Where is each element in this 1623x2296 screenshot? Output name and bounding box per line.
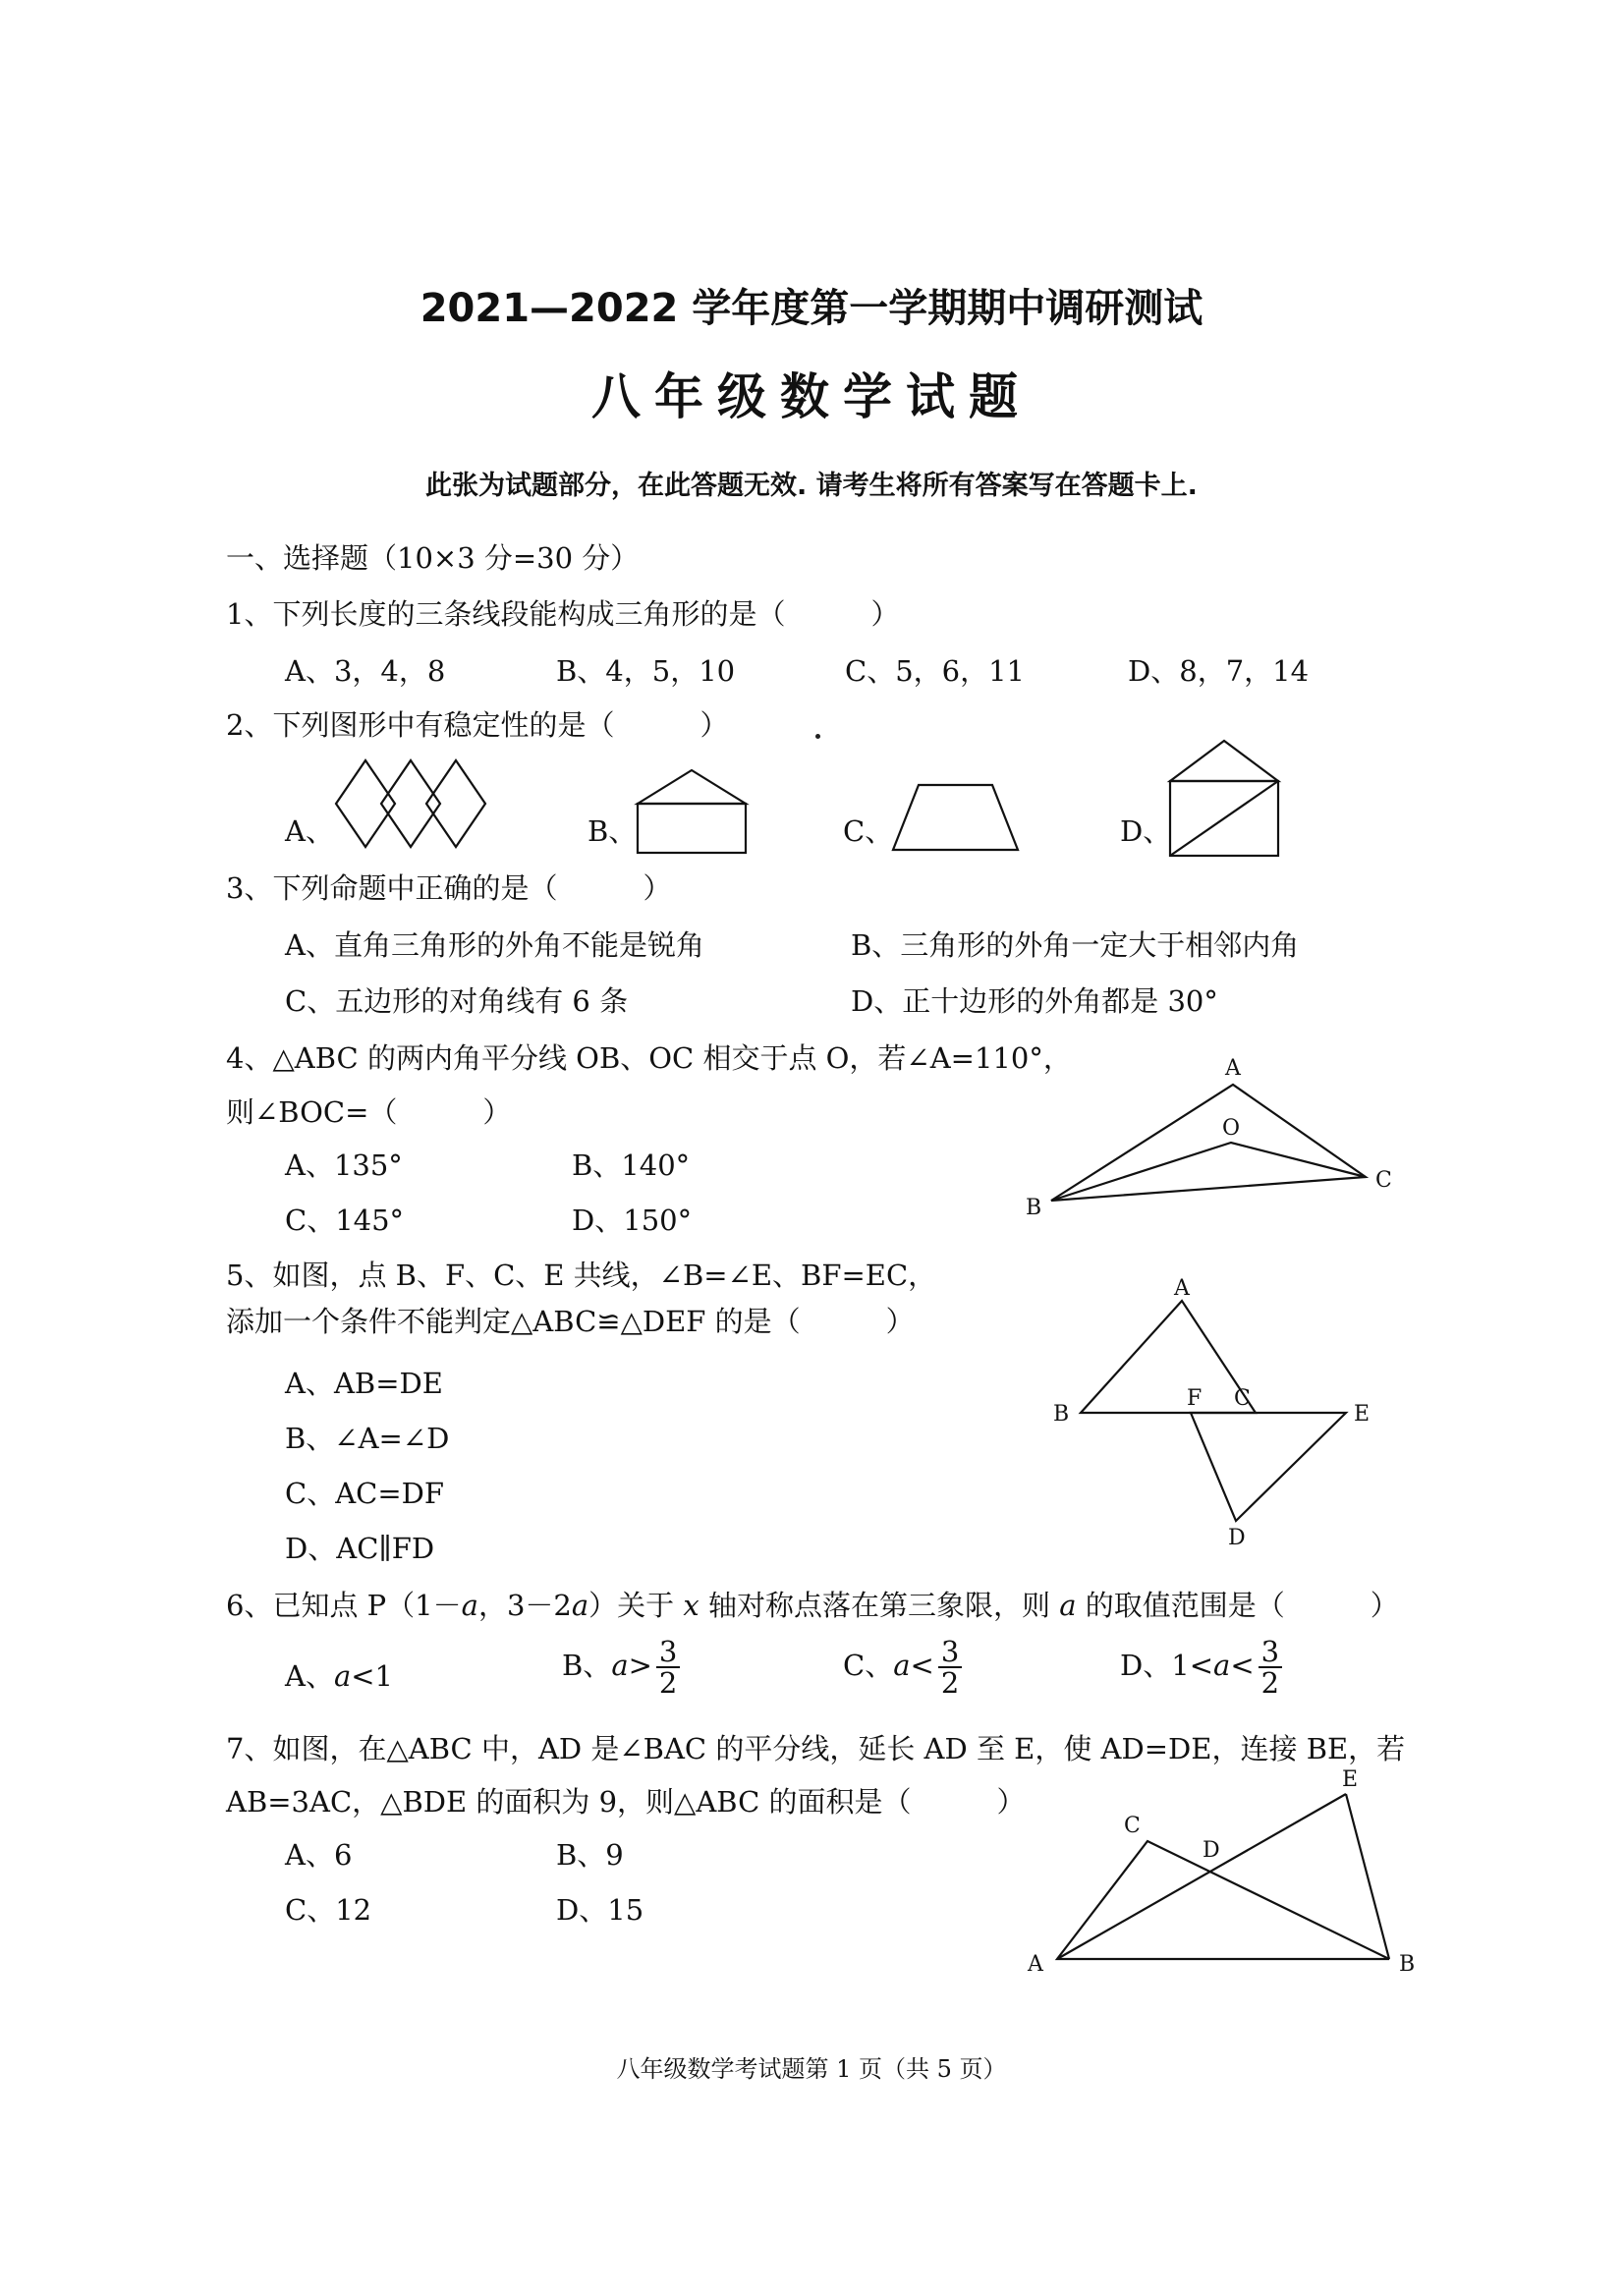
fraction-numerator: 3: [656, 1637, 680, 1668]
section-heading: 一、选择题（10×3 分=30 分）: [226, 541, 640, 575]
q6-var-a: a: [1213, 1649, 1231, 1682]
exam-subtitle: 八年级数学试题: [591, 368, 1032, 425]
q6-option-c-relation: <: [910, 1649, 934, 1682]
q6-option-c-fraction: [938, 1637, 962, 1698]
fraction-denominator: 2: [940, 1666, 960, 1700]
exam-title: 2021—2022 学年度第一学期期中调研测试: [420, 286, 1203, 331]
q7-option-d: D、15: [556, 1893, 644, 1927]
q6-var-a: a: [333, 1659, 352, 1693]
q7-label-b: B: [1399, 1952, 1416, 1977]
q2-figure-a-diamonds: [334, 756, 491, 855]
q6-option-d-fraction: [1259, 1637, 1282, 1698]
q6-var-a: a: [611, 1649, 629, 1682]
question-3-stem: 3、下列命题中正确的是（ ）: [226, 871, 672, 905]
q5-label-c: C: [1234, 1386, 1251, 1411]
q5-figure: [1041, 1277, 1385, 1562]
q6-option-d-label: D、: [1120, 1649, 1172, 1682]
question-4-stem-line2: 则∠BOC=（ ）: [226, 1095, 512, 1129]
q6-stem-part: 6、已知点 P（1－: [226, 1589, 462, 1622]
q4-option-b: B、140°: [572, 1148, 691, 1182]
q7-label-d: D: [1203, 1838, 1220, 1863]
q4-option-a: A、135°: [285, 1148, 403, 1182]
q4-label-b: B: [1026, 1196, 1042, 1220]
q6-option-a: [285, 1656, 393, 1696]
q6-option-c-label: C、: [843, 1649, 894, 1682]
q6-stem-part: 的取值范围是（ ）: [1085, 1589, 1399, 1622]
question-1-stem: 1、下列长度的三条线段能构成三角形的是（ ）: [226, 597, 900, 631]
q4-triangle-figure: [1022, 1051, 1415, 1228]
fraction-numerator: 3: [938, 1637, 962, 1668]
q5-label-a: A: [1174, 1276, 1190, 1301]
q6-option-d-relation: <: [1230, 1649, 1255, 1682]
q6-option-c: [843, 1637, 962, 1698]
q7-option-a: A、6: [285, 1838, 353, 1872]
q2-figure-c-trapezoid: [889, 781, 1022, 855]
q6-option-a-label: A、: [285, 1659, 334, 1693]
q6-var-a: a: [461, 1589, 478, 1622]
q2-label-a: A、: [285, 814, 334, 848]
q2-figure-b-house: [634, 768, 750, 857]
q1-option-d: D、8，7，14: [1128, 654, 1310, 688]
q4-label-c: C: [1375, 1168, 1392, 1193]
q7-label-c: C: [1124, 1814, 1141, 1838]
q4-option-d: D、150°: [572, 1204, 693, 1237]
q5-label-f: F: [1187, 1386, 1203, 1411]
q5-label-b: B: [1053, 1402, 1070, 1427]
q6-option-b-label: B、: [562, 1649, 612, 1682]
q6-option-d: [1120, 1637, 1282, 1698]
question-4-stem-line1: 4、△ABC 的两内角平分线 OB、OC 相交于点 O，若∠A=110°，: [226, 1041, 1072, 1075]
q7-option-b: B、9: [556, 1838, 624, 1872]
q5-option-d: D、AC∥FD: [285, 1532, 435, 1565]
q7-label-e: E: [1342, 1767, 1359, 1792]
exam-notice: 此张为试题部分，在此答题无效. 请考生将所有答案写在答题卡上.: [425, 471, 1198, 501]
question-5-stem-line1: 5、如图，点 B、F、C、E 共线，∠B=∠E、BF=EC，: [226, 1259, 937, 1292]
q3-option-d: D、正十边形的外角都是 30°: [851, 984, 1218, 1018]
question-7-stem-line1: 7、如图，在△ABC 中，AD 是∠BAC 的平分线，延长 AD 至 E，使 AD=DE，连接 BE，若: [226, 1732, 1406, 1765]
q6-stem-part: ）关于: [588, 1589, 675, 1622]
q1-option-a: A、3，4，8: [285, 654, 446, 688]
q3-option-b: B、三角形的外角一定大于相邻内角: [851, 928, 1300, 962]
q7-label-a: A: [1028, 1952, 1043, 1977]
q6-option-a-relation: <1: [351, 1659, 393, 1693]
q5-label-e: E: [1354, 1402, 1371, 1427]
q7-figure: [1022, 1768, 1434, 1985]
q5-option-a: A、AB=DE: [285, 1367, 443, 1400]
q1-option-c: C、5，6，11: [845, 654, 1025, 688]
q6-stem-part: 轴对称点落在第三象限，则: [707, 1589, 1050, 1622]
q6-option-b-relation: >: [628, 1649, 652, 1682]
q6-option-d-prefix: 1<: [1171, 1649, 1214, 1682]
fraction-denominator: 2: [1260, 1666, 1280, 1700]
q6-option-b-fraction: [656, 1637, 680, 1698]
q3-option-c: C、五边形的对角线有 6 条: [285, 984, 629, 1018]
q7-option-c: C、12: [285, 1893, 372, 1927]
fraction-numerator: 3: [1259, 1637, 1282, 1668]
q3-option-a: A、直角三角形的外角不能是锐角: [285, 928, 704, 962]
q4-label-o: O: [1222, 1116, 1241, 1141]
scan-speck: [815, 734, 820, 739]
q6-var-a: a: [893, 1649, 911, 1682]
q6-option-b: [562, 1637, 680, 1698]
q4-label-a: A: [1225, 1056, 1241, 1081]
q6-var-x: x: [683, 1589, 700, 1622]
q1-option-b: B、4，5，10: [556, 654, 736, 688]
q5-label-d: D: [1228, 1526, 1246, 1550]
question-7-stem-line2: AB=3AC，△BDE 的面积为 9，则△ABC 的面积是（ ）: [226, 1785, 1026, 1819]
question-2-stem: 2、下列图形中有稳定性的是（ ）: [226, 708, 729, 742]
question-5-stem-line2: 添加一个条件不能判定△ABC≌△DEF 的是（ ）: [226, 1305, 915, 1338]
q2-figure-d-house-diagonal: [1166, 737, 1282, 860]
q2-label-b: B、: [588, 814, 638, 848]
q4-option-c: C、145°: [285, 1204, 405, 1237]
q5-option-b: B、∠A=∠D: [285, 1422, 450, 1455]
q5-option-c: C、AC=DF: [285, 1477, 444, 1510]
q6-var-a: a: [1059, 1589, 1077, 1622]
q6-var-a: a: [571, 1589, 589, 1622]
q6-stem-part: ，3－2: [477, 1589, 572, 1622]
question-6-stem: [226, 1586, 1399, 1625]
fraction-denominator: 2: [658, 1666, 678, 1700]
q2-label-d: D、: [1120, 814, 1172, 848]
q2-label-c: C、: [843, 814, 894, 848]
page-footer: 八年级数学考试题第 1 页（共 5 页）: [616, 2055, 1007, 2083]
